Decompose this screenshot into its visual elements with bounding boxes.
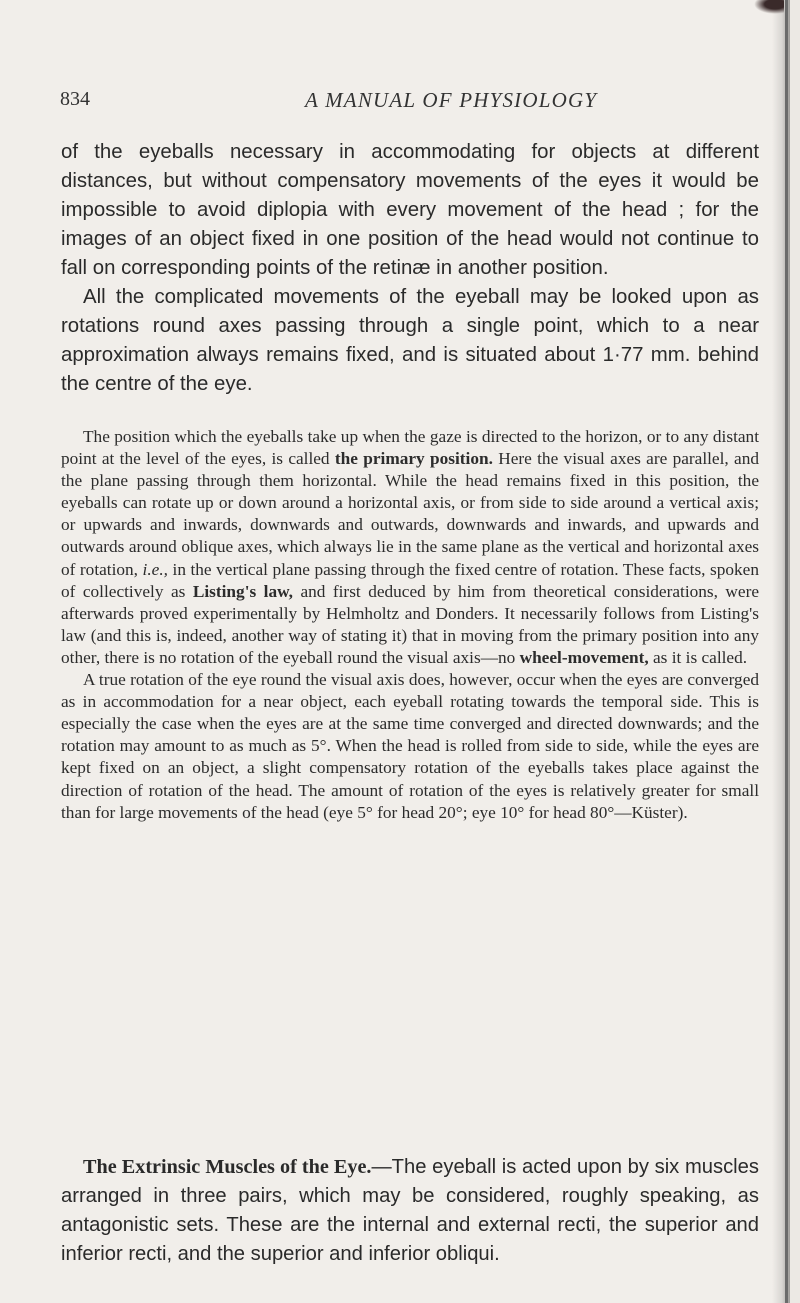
section-small-text: [61, 426, 759, 824]
section-heading: The Extrinsic Muscles of the Eye.: [83, 1156, 372, 1178]
paragraph-continuation: of the eyeballs necessary in accommodating for objects at different distances, but without compensatory movements of the eyes it would be impossible to avoid diplopia with every movement of the head ; for the images of an object fixed in one position of the head would not continue to fall on corresponding points of the retinæ in another position.: [61, 141, 759, 279]
term-primary-position: the primary position.: [334, 449, 493, 469]
abbrev-ie: i.e.,: [142, 559, 168, 579]
paragraph-extrinsic-muscles: The Extrinsic Muscles of the Eye.—The eyeball is acted upon by six muscles arranged in three pairs, which may be considered, roughly speaking, as antagonistic sets. These are the internal and external recti, the superior and inferior recti, and the superior and inferior obliqui.: [61, 1156, 759, 1265]
term-wheel-movement: wheel-movement,: [519, 647, 649, 667]
term-listings-law: Listing's law,: [192, 581, 293, 601]
page-number: 834: [60, 88, 90, 110]
paragraph-true-rotation: A true rotation of the eye round the visual axis does, however, occur when the eyes are converged as in accommodation for a near object, each eyeball rotating towards the temporal side. This is especially the case when the eyes are at the same time converged and directed downwards; and the rotation may amount to as much as 5°. When the head is rolled from side to side, while the eyes are kept fixed on an object, a slight compensatory rotation of the eyeballs takes place against the direction of rotation of the head. The amount of rotation of the eyes is relatively greater for small than for large movements of the head (eye 5° for head 20°; eye 10° for head 80°—Küster).: [61, 670, 759, 822]
page-edge-line: [785, 0, 788, 1303]
running-head: A MANUAL OF PHYSIOLOGY: [305, 88, 598, 112]
section-extrinsic-muscles: [61, 1153, 759, 1269]
page-header: [60, 88, 750, 118]
paragraph-rotations: All the complicated movements of the eyeball may be looked upon as rotations round axes passing through a single point, which to a near approximation always remains fixed, and is situated about 1·77 mm. behind the centre of the eye.: [61, 286, 759, 395]
paragraph-primary-position: The position which the eyeballs take up when the gaze is directed to the horizon, or to any distant point at the level of the eyes, is called the primary position. Here the visual axes are parallel, and the plane passing through them horizontal. While the head remains fixed in this position, the eyeballs can rotate up or down around a horizontal axis, or from side to side around a vertical axis; or upwards and inwards, downwards and outwards, downwards and inwards, and upwards and outwards around oblique axes, which always lie in the same plane as the vertical and horizontal axes of rotation, i.e., in the vertical plane passing through the fixed centre of rotation. These facts, spoken of collectively as Listing's law, and first deduced by him from theoretical considerations, were afterwards proved experimentally by Helmholtz and Donders. It necessarily follows from Listing's law (and this is, indeed, another way of stating it) that in moving from the primary position into any other, there is no rotation of the eyeball round the visual axis—no wheel-movement, as it is called.: [61, 427, 759, 667]
corner-ink-mark: [754, 0, 784, 14]
section-large-text: [61, 138, 759, 399]
